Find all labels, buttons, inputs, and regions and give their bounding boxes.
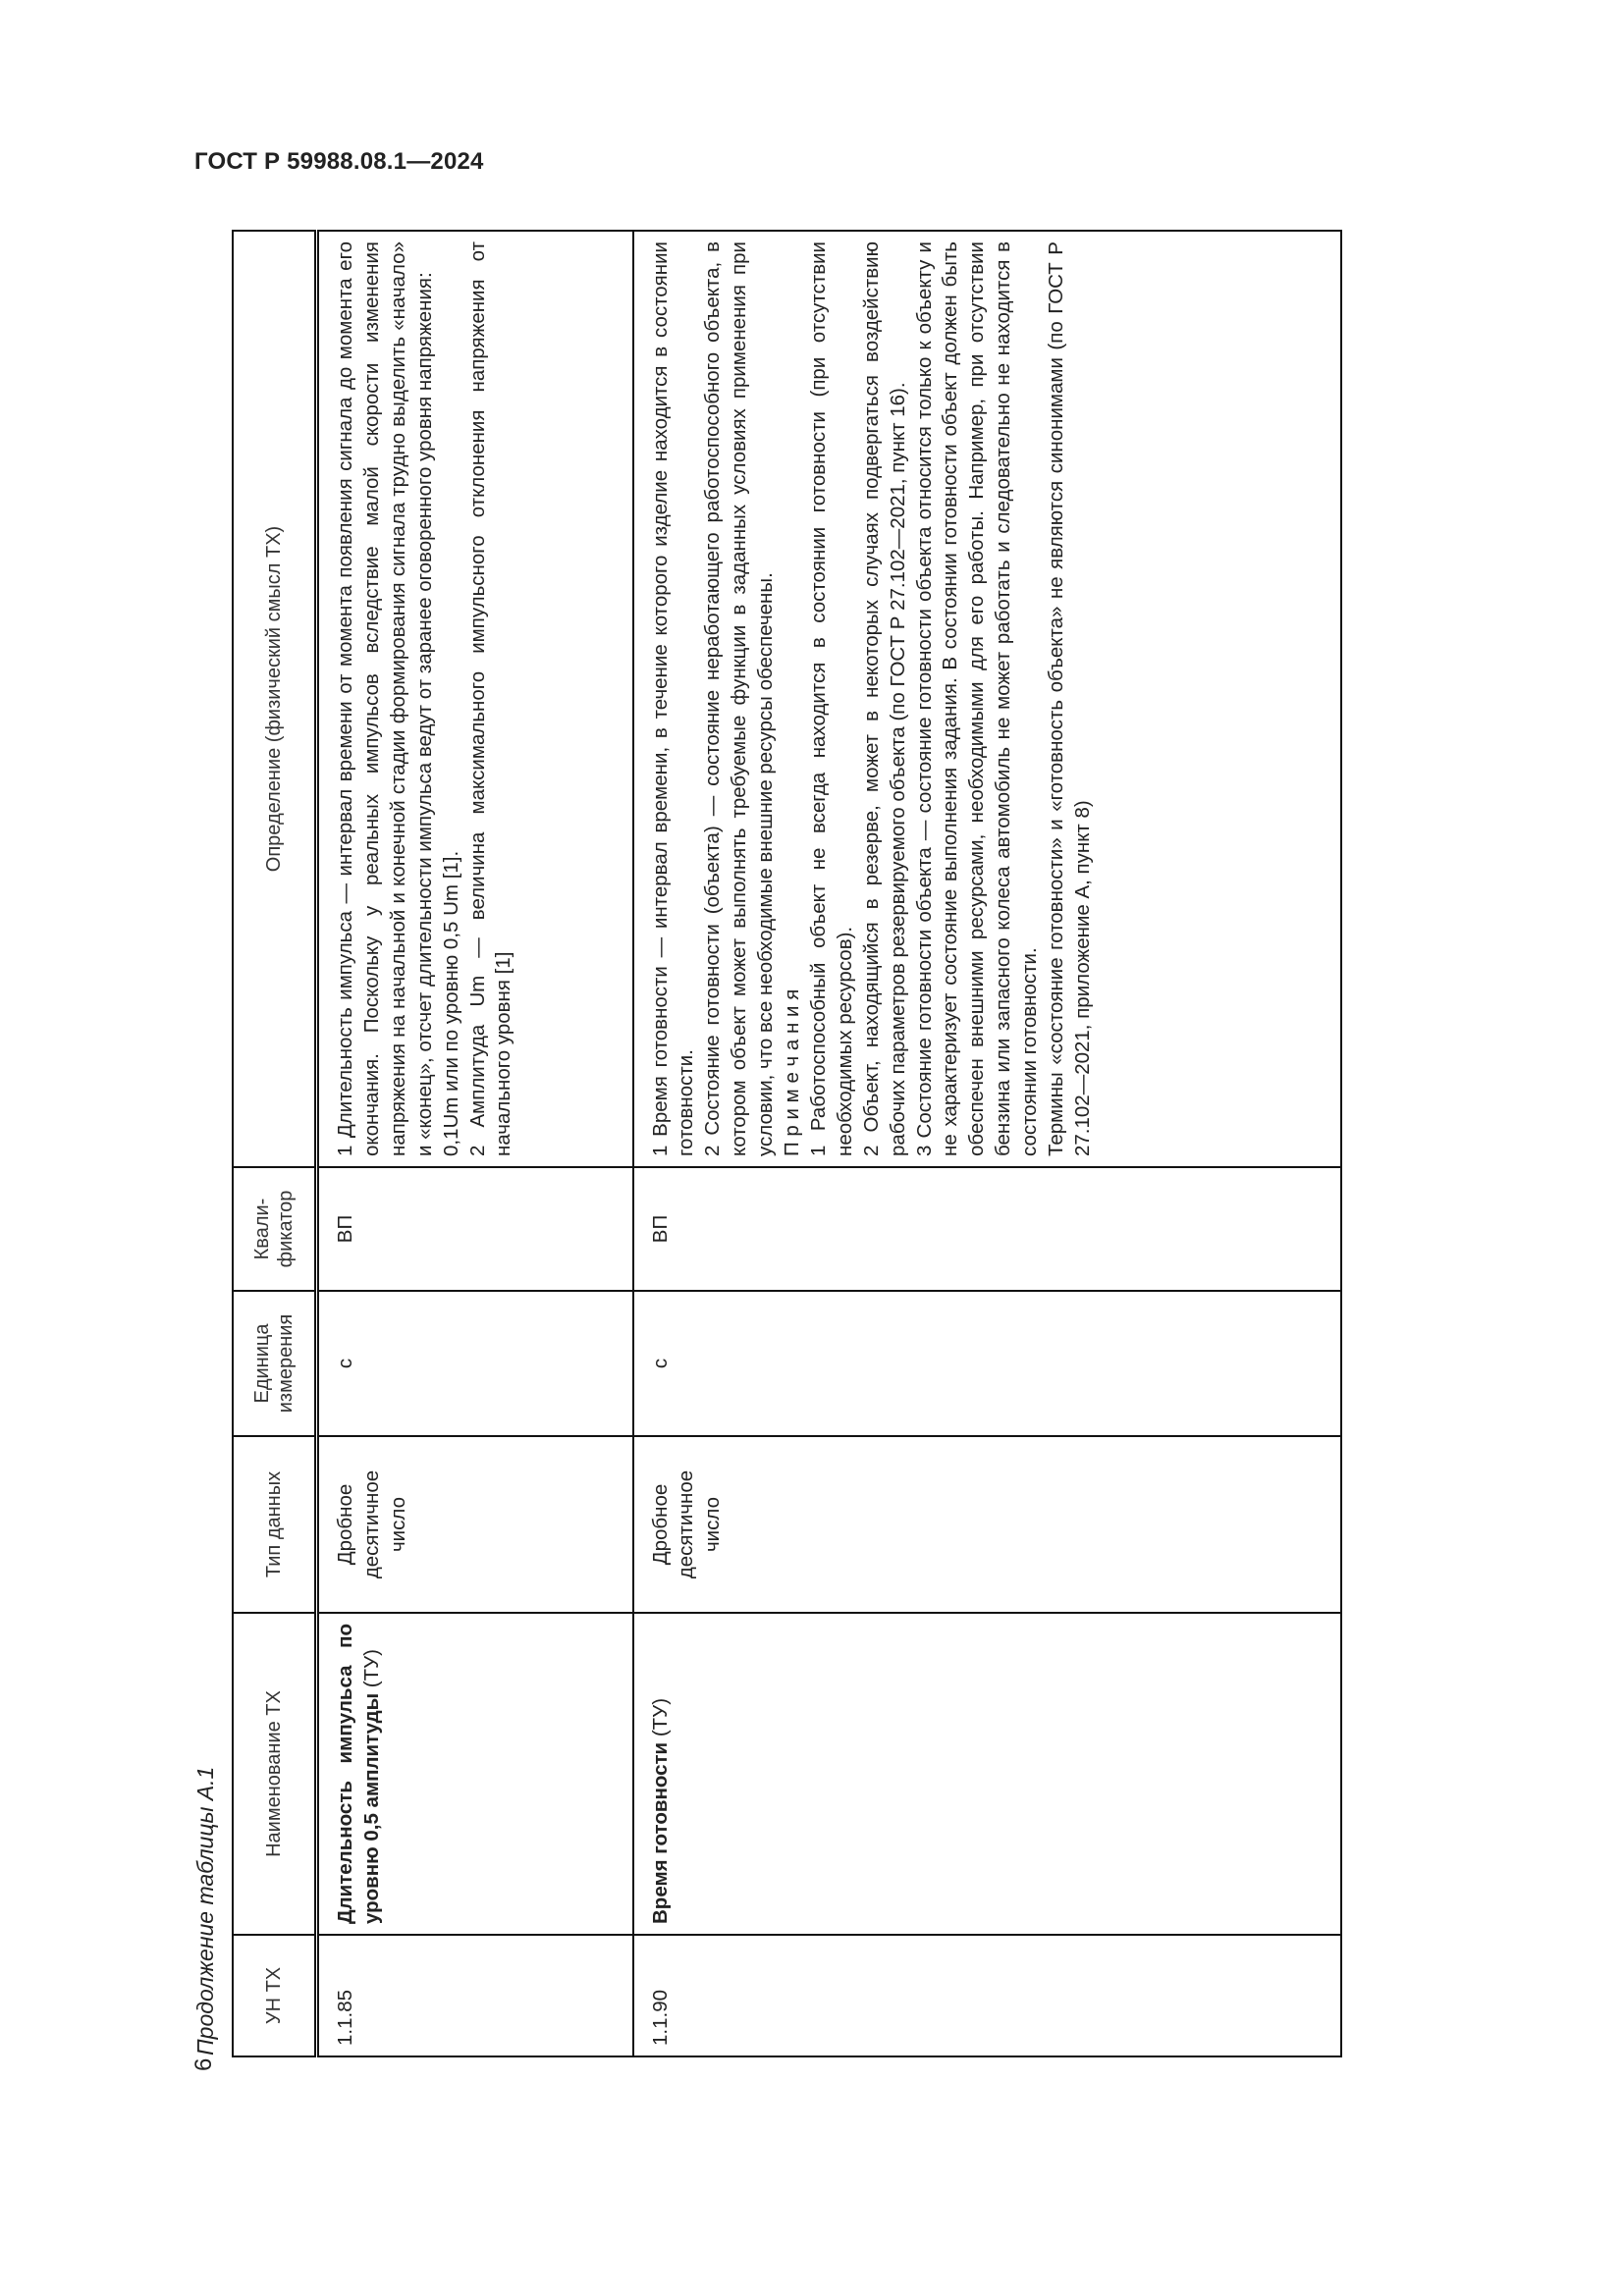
cell-data-type: Дробное десятичное число xyxy=(317,1436,633,1613)
definition-line: 2 Объект, находящийся в резерве, может в некоторых случаях подвергаться воздействию рабочих параметров резервируемого объекта (по ГОСТ Р 27.102—2021, пункт 16). xyxy=(859,241,909,1156)
definition-line: 1 Работоспособный объект не всегда находится в состоянии готовности (при отсутствии необходимых ресурсов). xyxy=(806,241,856,1156)
characteristics-table xyxy=(232,230,1342,2057)
cell-qualifier: ВП xyxy=(317,1167,633,1291)
table-header-row xyxy=(233,231,317,2056)
column-header-id: УН ТХ xyxy=(233,1935,317,2056)
cell-data-type: Дробное десятичное число xyxy=(633,1436,1341,1613)
term-suffix: (ТУ) xyxy=(359,1649,383,1693)
column-header-name: Наименование ТХ xyxy=(233,1613,317,1935)
cell-unit: с xyxy=(317,1291,633,1436)
definition-line: 2 Состояние готовности (объекта) — состояние неработающего работоспособного объекта, в котором объект может выполнять требуемые функции в заданных условиях применения при условии, что все необходимые внешние ресурсы обеспечены. xyxy=(701,241,778,1156)
notes-heading: П р и м е ч а н и я xyxy=(781,988,804,1156)
document-header: ГОСТ Р 59988.08.1—2024 xyxy=(194,148,484,175)
column-header-qualifier: Квали-фикатор xyxy=(233,1167,317,1291)
cell-definition xyxy=(317,231,633,1167)
definition-line: 0,1Um или по уровню 0,5 Um [1]. xyxy=(439,850,462,1156)
cell-id: 1.1.85 xyxy=(317,1935,633,2056)
cell-name xyxy=(317,1613,633,1935)
column-header-data-type: Тип данных xyxy=(233,1436,317,1613)
cell-qualifier: ВП xyxy=(633,1167,1341,1291)
cell-unit: с xyxy=(633,1291,1341,1436)
term-name: Время готовности xyxy=(648,1741,672,1924)
page-number: 6 xyxy=(190,2057,217,2071)
definition-line: Термины «состояние готовности» и «готовность объекта» не являются синонимами (по ГОСТ Р 27.102—2021, приложение А, пункт 8) xyxy=(1045,241,1094,1156)
cell-name xyxy=(633,1613,1341,1935)
table-row xyxy=(633,231,1341,2056)
table-row xyxy=(317,231,633,2056)
definition-line: 3 Состояние готовности объекта — состояние готовности объекта относится только к объекту и не характеризует состояние выполнения задания. В состоянии готовности объект должен быть обеспечен внешними ресурсами, необходимыми для его работы. Например, при отсутствии бензина или запасного колеса автомобиль не может работать и следовательно не находится в состоянии готовности. xyxy=(912,241,1042,1156)
table-caption: Продолжение таблицы А.1 xyxy=(192,1766,218,2056)
term-suffix: (ТУ) xyxy=(648,1697,672,1742)
definition-line: 2 Амплитуда Um — величина максимального импульсного отклонения напряжения от начального уровня [1] xyxy=(465,241,515,1156)
rotated-table-area xyxy=(181,232,1326,2057)
definition-line: 1 Время готовности — интервал времени, в течение которого изделие находится в состоянии готовности. xyxy=(648,241,698,1156)
cell-definition xyxy=(633,231,1341,1167)
term-name: Длительность импульса по уровню 0,5 амплитуды xyxy=(334,1624,383,1924)
definition-line: 1 Длительность импульса — интервал времени от момента появления сигнала до момента его окончания. Поскольку у реальных импульсов вследствие малой скорости изменения напряжения на начальной и конечной стадии формирования сигнала трудно выделить «начало» и «конец», отсчет длительности импульса ведут от заранее оговоренного уровня напряжения: xyxy=(334,241,436,1156)
column-header-definition: Определение (физический смысл ТХ) xyxy=(233,231,317,1167)
cell-id: 1.1.90 xyxy=(633,1935,1341,2056)
column-header-unit: Единица измерения xyxy=(233,1291,317,1436)
